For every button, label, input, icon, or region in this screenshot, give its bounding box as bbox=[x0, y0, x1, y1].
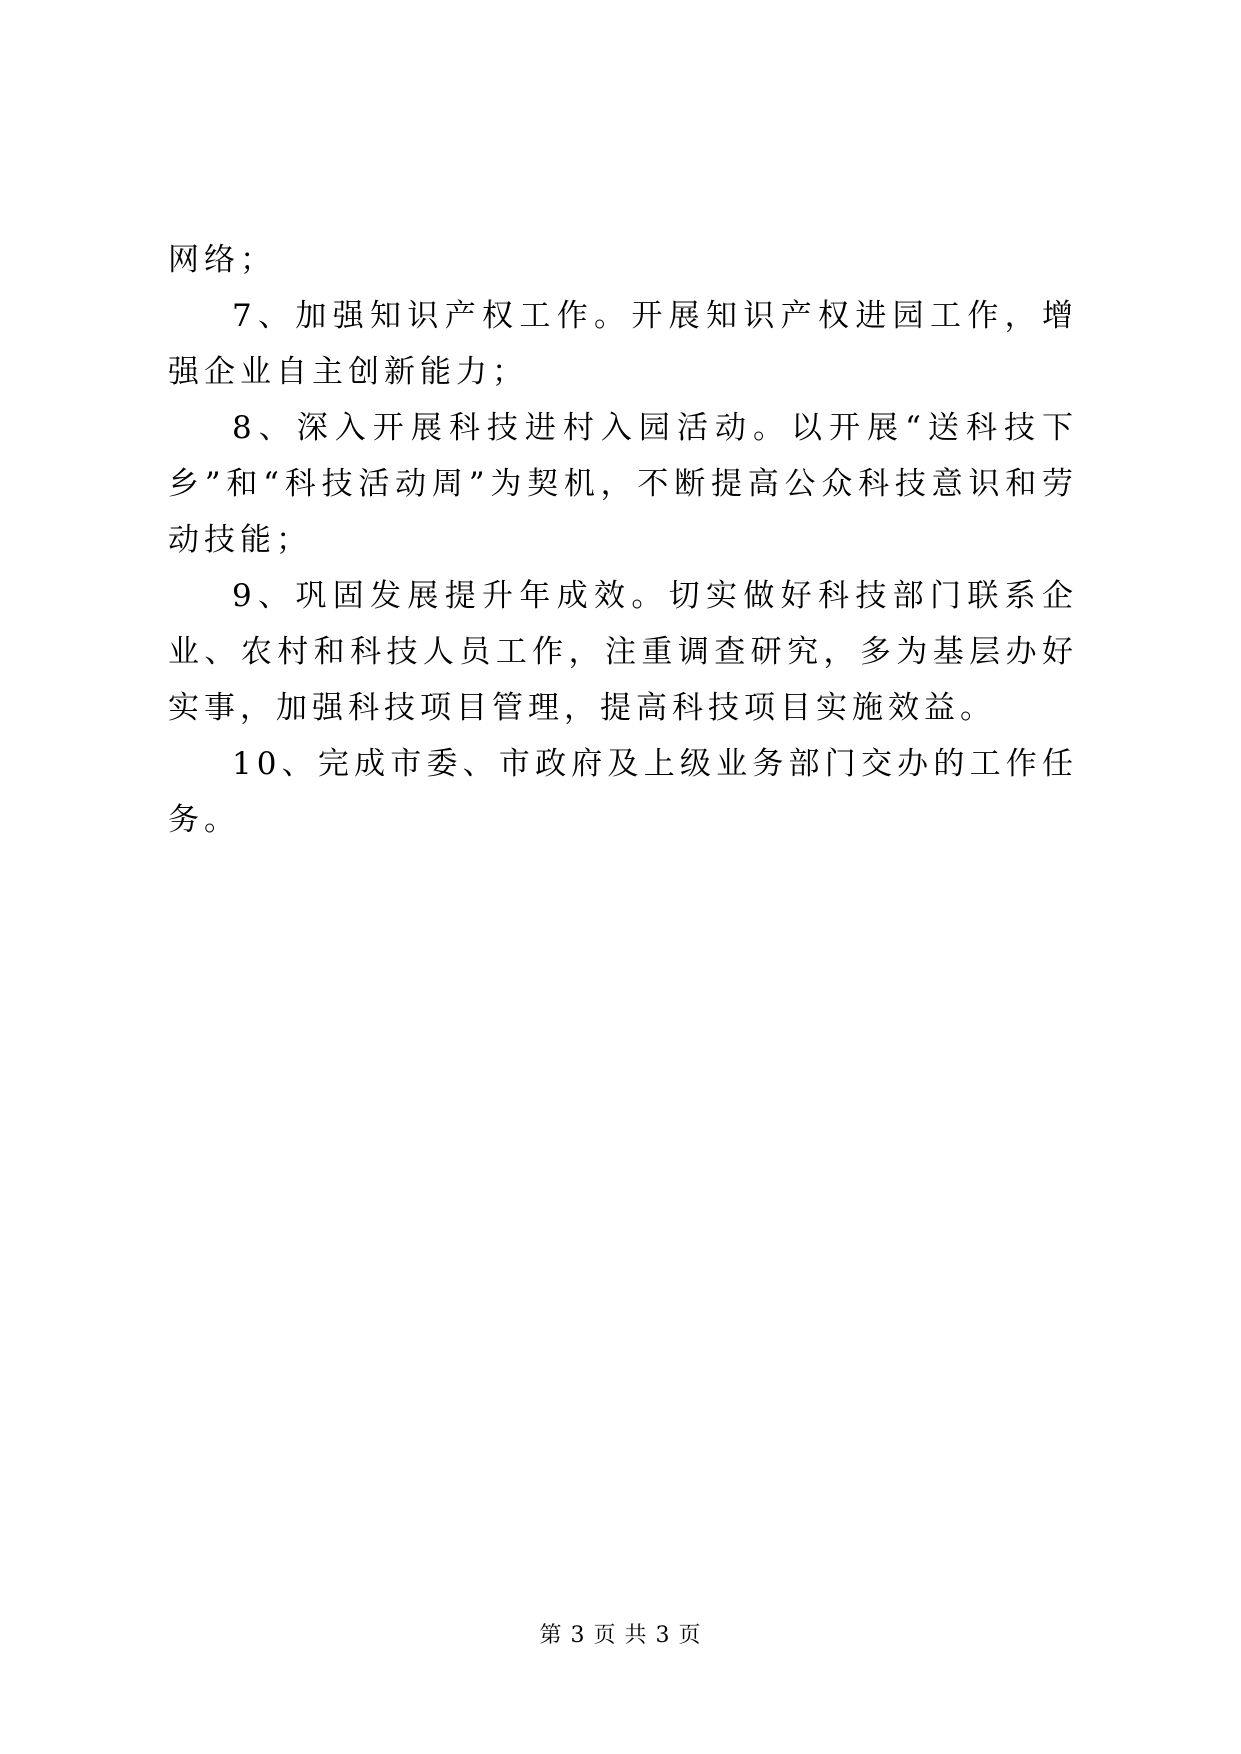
paragraph-item-7: 7、加强知识产权工作。开展知识产权进园工作，增强企业自主创新能力； bbox=[168, 298, 1078, 390]
paragraph-continuation: 网络； bbox=[168, 242, 276, 278]
paragraph-item-9: 9、巩固发展提升年成效。切实做好科技部门联系企业、农村和科技人员工作，注重调查研究，多为基层办好实事，加强科技项目管理，提高科技项目实施效益。 bbox=[168, 578, 1078, 726]
paragraph-item-10: 10、完成市委、市政府及上级业务部门交办的工作任务。 bbox=[168, 746, 1078, 838]
paragraph-item-8: 8、深入开展科技进村入园活动。以开展“送科技下乡”和“科技活动周”为契机，不断提高公众科技意识和劳动技能； bbox=[168, 410, 1078, 558]
page-footer: 第 3 页 共 3 页 bbox=[539, 1623, 702, 1648]
document-body bbox=[168, 232, 1078, 848]
